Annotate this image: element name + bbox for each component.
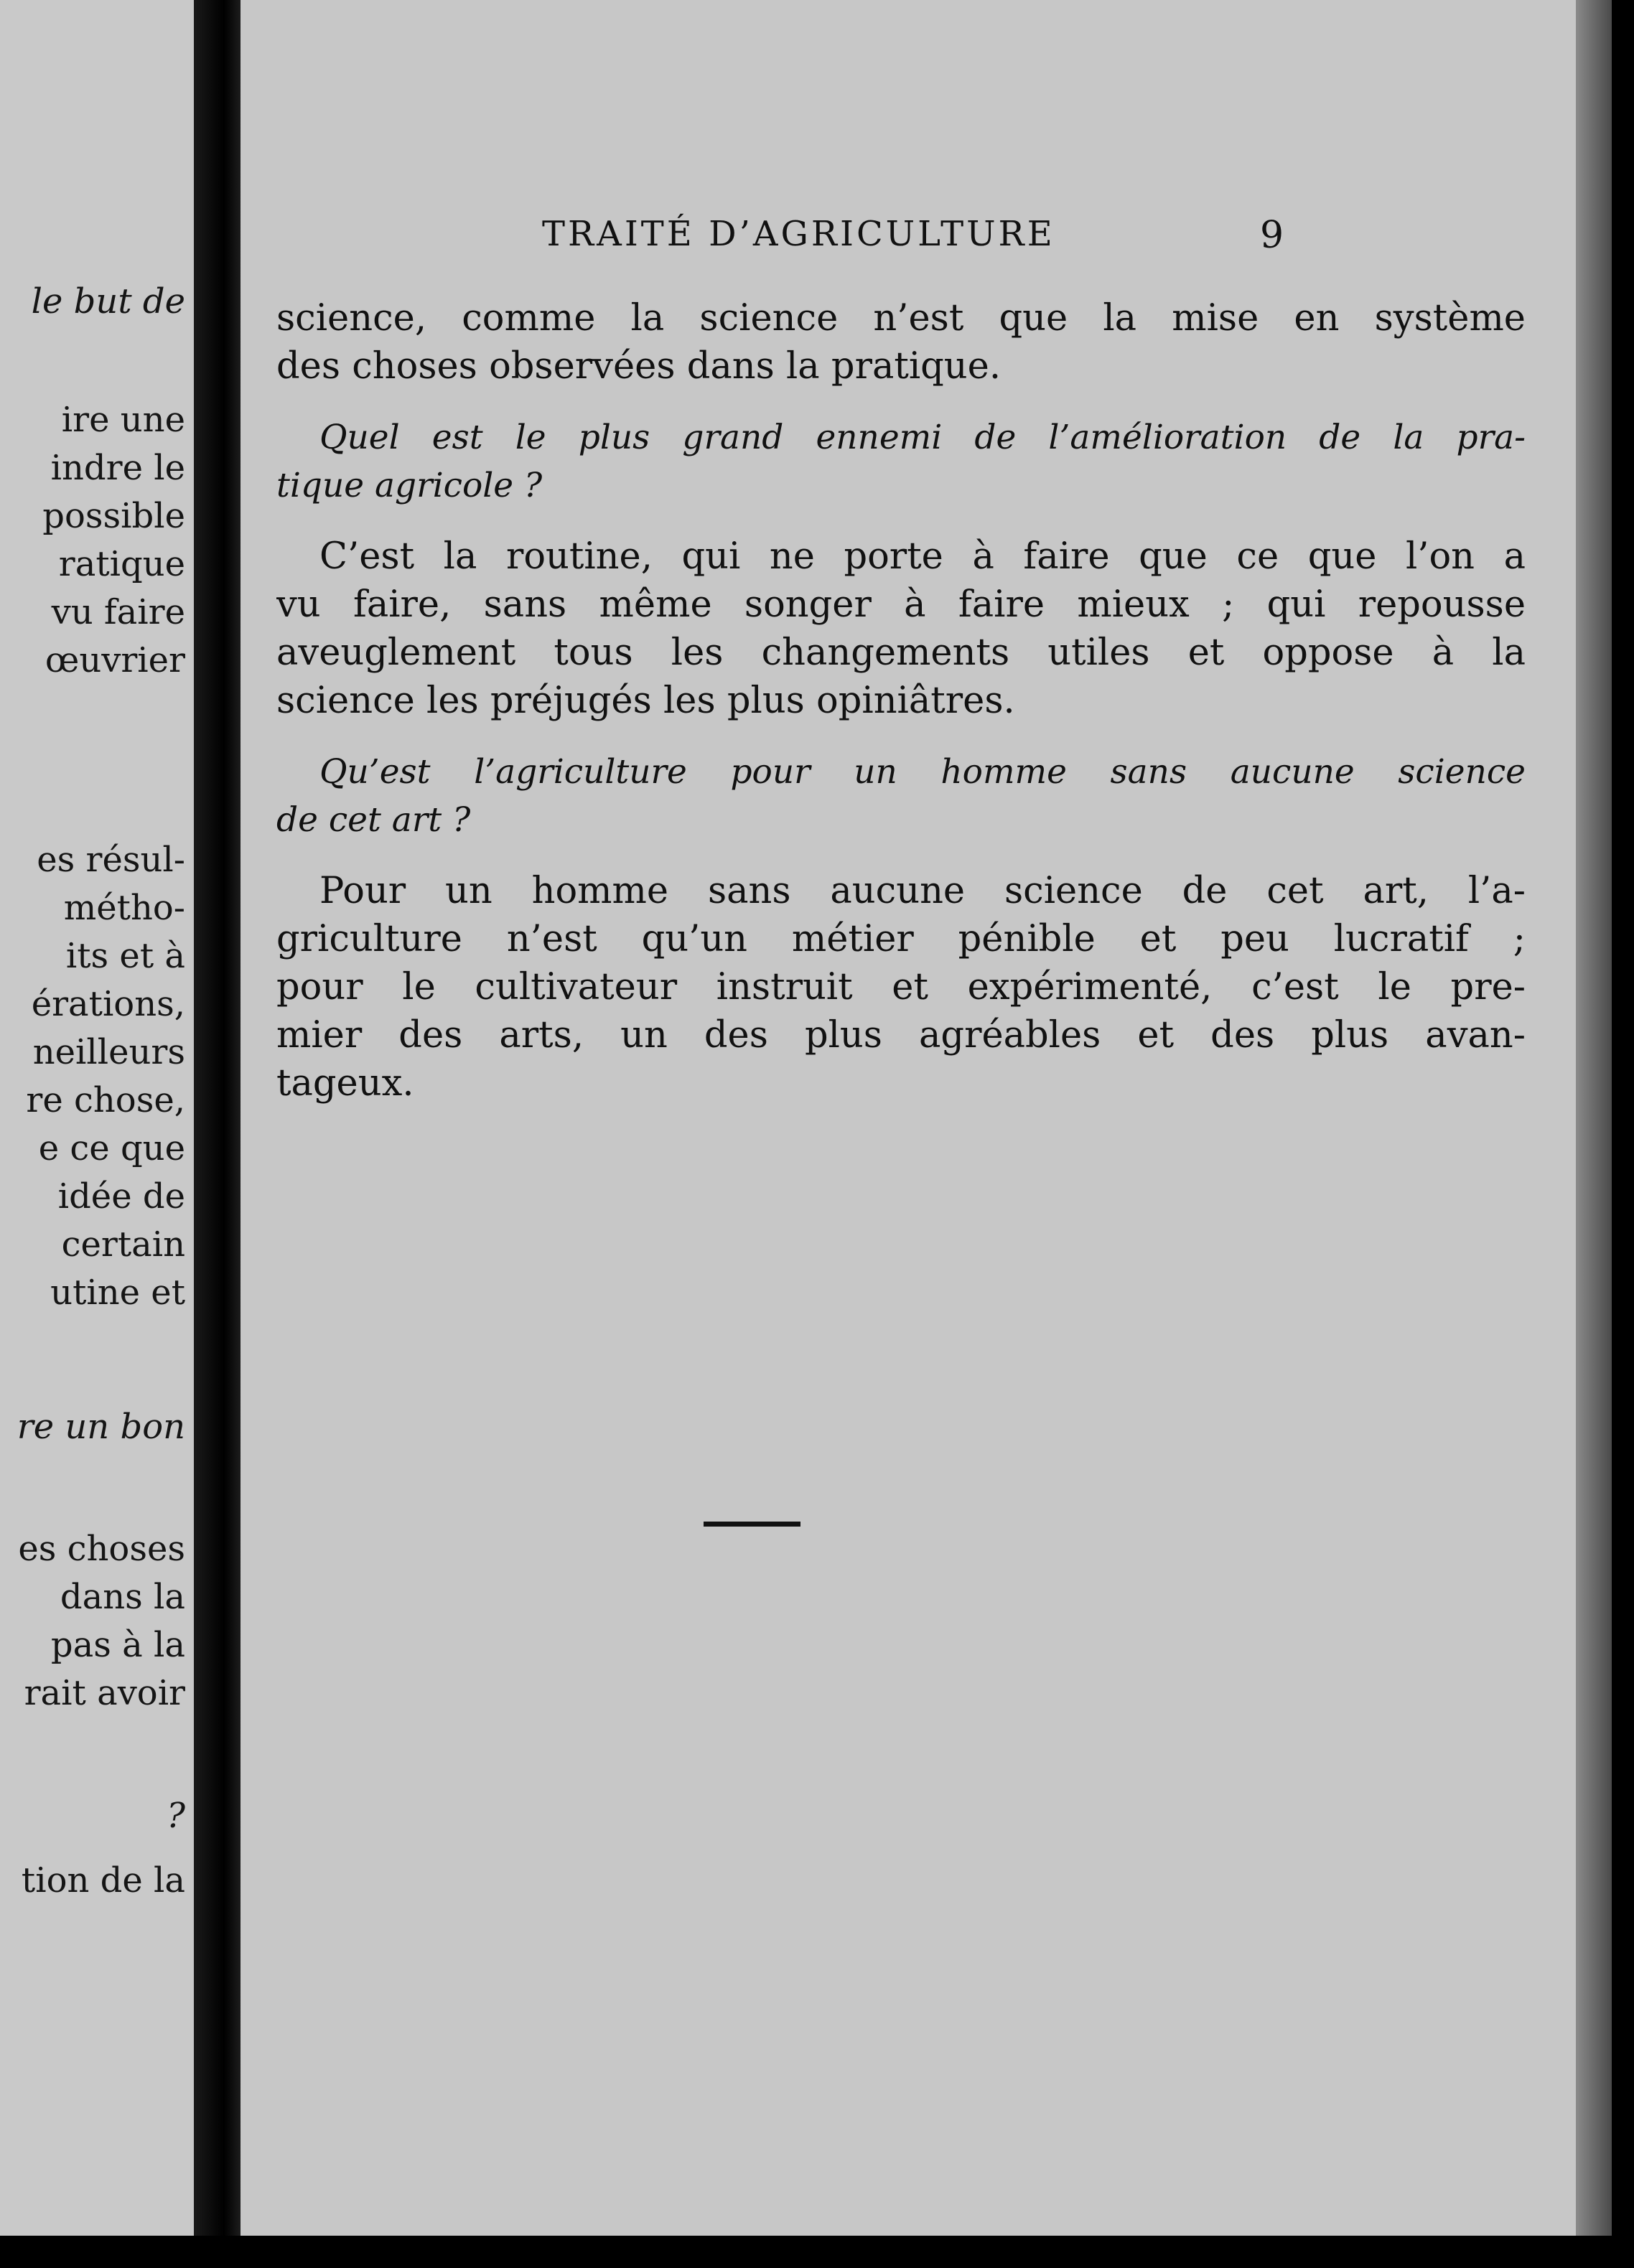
left-page-line: ire une <box>61 400 185 440</box>
left-page-line: utine et <box>50 1273 185 1313</box>
question-line: tique agricole ? <box>276 466 543 505</box>
left-page-line: ratique <box>58 544 185 584</box>
question-line: Qu’est l’agriculture pour un homme sans aucune science <box>319 752 1526 792</box>
page-edge-shadow <box>1576 0 1612 2268</box>
left-page-line: érations, <box>31 984 185 1024</box>
scan-border <box>0 2236 1634 2268</box>
text-line: mier des arts, un des plus agréables et des plus avan- <box>276 1014 1526 1056</box>
text-line: vu faire, sans même songer à faire mieux ; qui repousse <box>276 584 1526 626</box>
left-page-line: le but de <box>31 281 185 322</box>
question-line: de cet art ? <box>276 800 471 840</box>
page-9 <box>241 0 1576 2236</box>
section-end-rule <box>704 1522 800 1527</box>
text-line: aveuglement tous les changements utiles et oppose à la <box>276 632 1526 674</box>
previous-page-fragment <box>0 0 194 2268</box>
left-page-line: re un bon <box>17 1407 185 1447</box>
book-gutter-shadow <box>194 0 244 2268</box>
left-page-line: rait avoir <box>24 1673 185 1713</box>
left-page-line: certain <box>61 1224 185 1265</box>
left-page-line: es résul- <box>37 840 185 880</box>
left-page-line: œuvrier <box>45 640 185 680</box>
left-page-line: dans la <box>60 1577 185 1617</box>
left-page-line: pas à la <box>50 1625 185 1665</box>
left-page-line: vu faire <box>51 592 185 632</box>
left-page-line: possible <box>42 496 185 536</box>
left-page-line: ? <box>167 1796 185 1836</box>
left-page-line: neilleurs <box>32 1032 185 1072</box>
page-text <box>276 294 1526 1107</box>
left-page-line: its et à <box>65 936 185 976</box>
text-line: Pour un homme sans aucune science de cet art, l’a- <box>319 870 1526 912</box>
page-number: 9 <box>1260 214 1284 257</box>
text-line: tageux. <box>276 1062 414 1105</box>
text-line: pour le cultivateur instruit et expérimenté, c’est le pre- <box>276 966 1526 1008</box>
question-line: Quel est le plus grand ennemi de l’amélioration de la pra- <box>319 418 1526 457</box>
left-page-line: indre le <box>50 448 185 488</box>
text-line: des choses observées dans la pratique. <box>276 345 1002 388</box>
left-page-line: idée de <box>57 1176 185 1217</box>
text-line: science, comme la science n’est que la mise en système <box>276 297 1526 339</box>
running-head: TRAITÉ D’AGRICULTURE <box>542 214 1055 254</box>
text-line: griculture n’est qu’un métier pénible et peu lucratif ; <box>276 918 1526 960</box>
left-page-line: tion de la <box>21 1860 185 1901</box>
text-line: science les préjugés les plus opiniâtres. <box>276 680 1015 722</box>
text-line: C’est la routine, qui ne porte à faire que ce que l’on a <box>319 535 1526 578</box>
left-page-line: es choses <box>18 1529 185 1569</box>
left-page-line: re chose, <box>26 1080 185 1120</box>
left-page-line: métho- <box>63 888 185 928</box>
left-page-line: e ce que <box>38 1128 185 1168</box>
